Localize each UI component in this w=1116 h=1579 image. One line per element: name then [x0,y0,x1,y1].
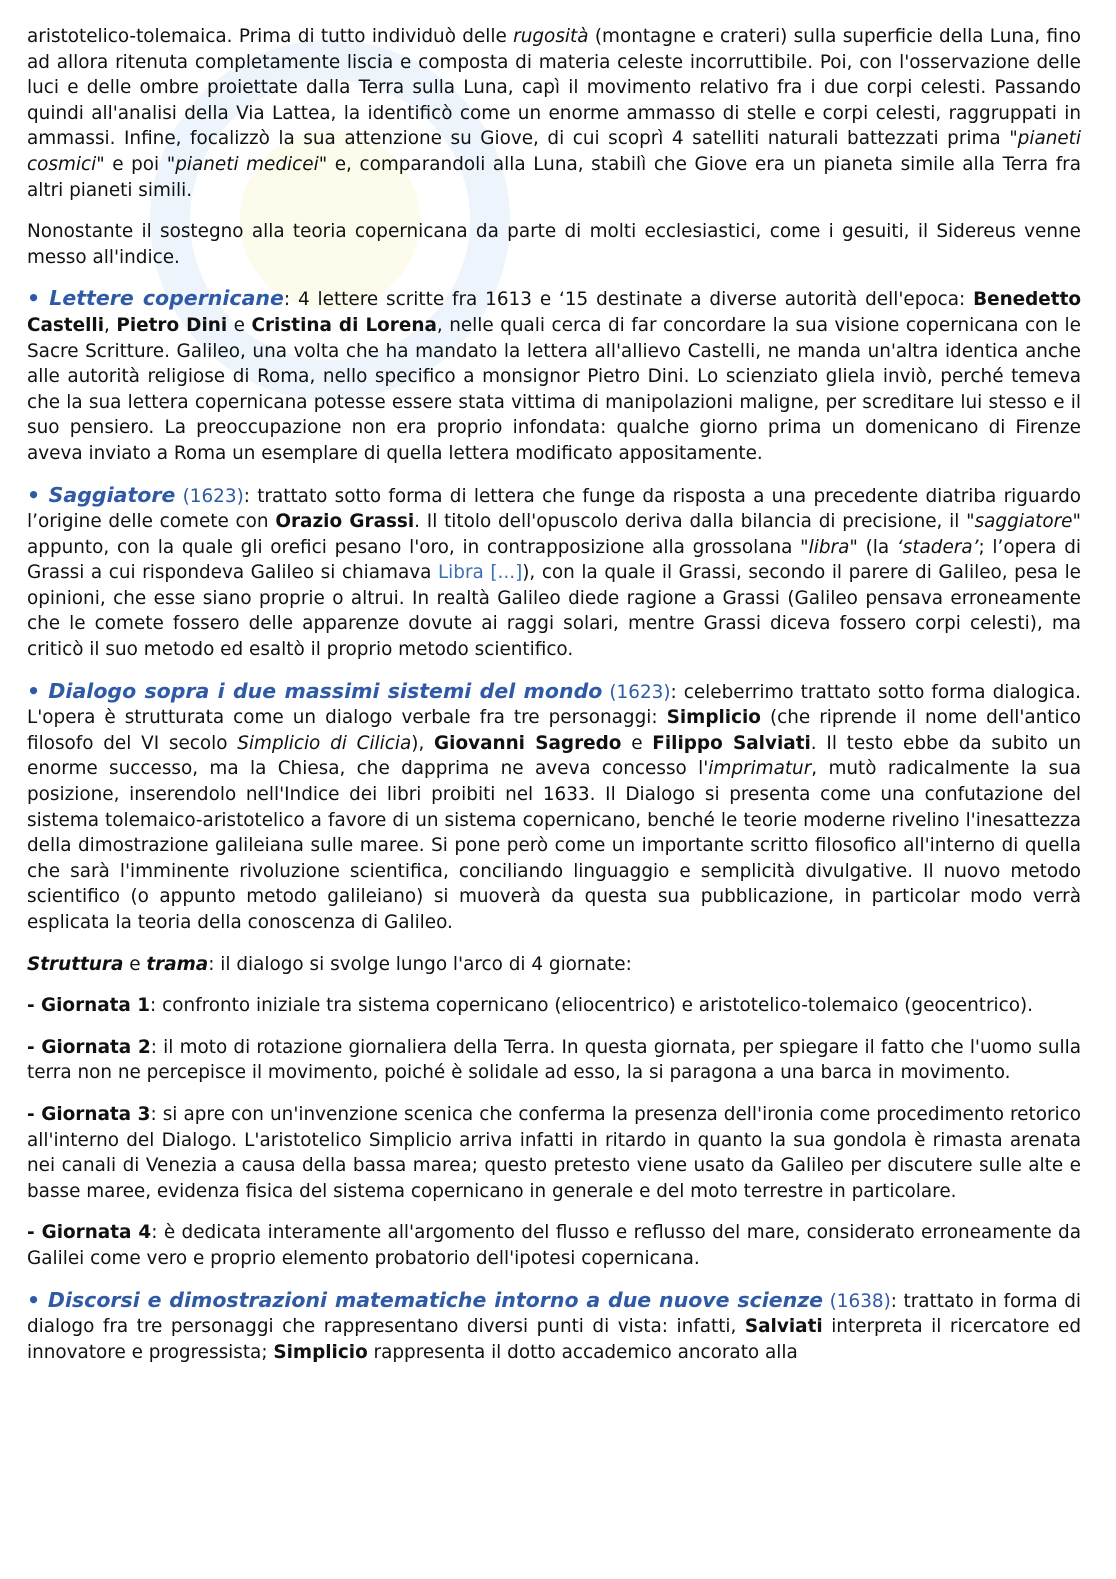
giornata-4: - Giornata 4: è dedicata interamente all'argomento del flusso e reflusso del mare, considerato erroneamente da Galilei come vero e proprio elemento probatorio dell'ipotesi copernicana. [27,1222,1081,1269]
heading-lettere-copernicane: • Lettere copernicane [27,286,284,311]
section-saggiatore: • Saggiatore (1623): trattato sotto forma di lettera che funge da risposta a una precedente diatriba riguardo l’origine delle comete con Orazio Grassi. Il titolo dell'opuscolo deriva dalla bilancia di precisione, il "saggiatore" appunto, con la quale gli orefici pesano l'oro, in contrapposizione alla grossolana "libra" (la ‘stadera’; l’opera di Grassi a cui rispondeva Galileo si chiamava Libra [...]), con la quale il Grassi, secondo il parere di Galileo, pesa le opinioni, che esse siano proprie o altrui. In realtà Galileo diede ragione a Grassi (Galileo pensava erroneamente che le comete fossero delle apparenze dovute ai raggi solari, mentre Grassi diceva fossero corpi celesti), ma criticò il suo metodo ed esaltò il proprio metodo scientifico. [27,482,1081,661]
giornata-1: - Giornata 1: confronto iniziale tra sistema copernicano (eliocentrico) e aristotelico-tolemaico (geocentrico). [27,995,1034,1017]
section-dialogo: • Dialogo sopra i due massimi sistemi del mondo (1623): celeberrimo trattato sotto forma dialogica. L'opera è strutturata come un dialogo verbale fra tre personaggi: Simplicio (che riprende il nome dell'antico filosofo del VI secolo Simplicio di Cilicia), Giovanni Sagredo e Filippo Salviati. Il testo ebbe da subito un enorme successo, ma la Chiesa, che dapprima ne aveva concesso l'imprimatur, mutò radicalmente la sua posizione, inserendolo nell'Indice dei libri proibiti nel 1633. Il Dialogo si presenta come una confutazione del sistema tolemaico-aristotelico a favore di un sistema copernicano, benché le teorie moderne rivelino l'inesattezza della dimostrazione galileiana sulle maree. Si pone però come un importante scritto filosofico all'interno di quella che sarà l'imminente rivoluzione scientifica, conciliando linguaggio e semplicità divulgative. Il nuovo metodo scientifico (o appunto metodo galileiano) si muoverà da questa sua pubblicazione, in particolar modo verrà esplicata la teoria della conoscenza di Galileo. [27,678,1081,933]
paragraph-indice: Nonostante il sostegno alla teoria copernicana da parte di molti ecclesiastici, come i gesuiti, il Sidereus venne messo all'indice. [27,221,1081,268]
giornata-3: - Giornata 3: si apre con un'invenzione scenica che conferma la presenza dell'ironia come procedimento retorico all'interno del Dialogo. L'aristotelico Simplicio arriva infatti in ritardo in quanto la sua gondola è rimasta arenata nei canali di Venezia a causa della bassa marea; questo pretesto viene usato da Galileo per discutere sulle alte e basse maree, evidenza fisica del sistema copernicano in generale e del moto terrestre in particolare. [27,1103,1081,1202]
heading-saggiatore: • Saggiatore [27,482,176,507]
section-discorsi: • Discorsi e dimostrazioni matematiche intorno a due nuove scienze (1638): trattato in forma di dialogo fra tre personaggi che rappresentano diversi punti di vista: infatti, Salviati interpreta il ricercatore ed innovatore e progressista; Simplicio rappresenta il dotto accademico ancorato alla [27,1287,1081,1363]
heading-dialogo: • Dialogo sopra i due massimi sistemi del mondo [27,678,603,703]
giornata-2: - Giornata 2: il moto di rotazione giornaliera della Terra. In questa giornata, per spiegare il fatto che l'uomo sulla terra non ne percepisce il movimento, poiché è solidale ad esso, la si paragona a una barca in movimento. [27,1036,1081,1084]
heading-discorsi: • Discorsi e dimostrazioni matematiche intorno a due nuove scienze [27,1287,824,1312]
paragraph-sidereus: aristotelico-tolemaica. Prima di tutto individuò delle rugosità (montagne e crateri) sulla superficie della Luna, fino ad allora ritenuta completamente liscia e composta di materia celeste incorruttibile. Poi, con l'osservazione delle luci e delle ombre proiettate dalla Terra sulla Luna, capì il movimento relativo fra i due corpi celesti. Passando quindi all'analisi della Via Lattea, la identificò come un enorme ammasso di stelle e corpi celesti, raggruppati in ammassi. Infine, focalizzò la sua attenzione su Giove, di cui scoprì 4 satelliti naturali battezzati prima "pianeti cosmici" e poi "pianeti medicei" e, comparandoli alla Luna, stabilì che Giove era un pianeta simile alla Terra fra altri pianeti simili. [27,26,1082,201]
section-lettere-copernicane: • Lettere copernicane: 4 lettere scritte fra 1613 e ‘15 destinate a diverse autorità dell'epoca: Benedetto Castelli, Pietro Dini e Cristina di Lorena, nelle quali cerca di far concordare la sua visione copernicana con le Sacre Scritture. Galileo, una volta che ha mandato la lettera all'allievo Castelli, ne manda un'altra identica anche alle autorità religiose di Roma, nello specifico a monsignor Pietro Dini. Lo scienziato gliela inviò, perché temeva che la sua lettera copernicana potesse essere stata vittima di manipolazioni maligne, per screditare lui stesso e il suo pensiero. La preoccupazione non era proprio infondata: qualche giorno prima un domenicano di Firenze aveva inviato a Roma un esemplare di quella lettera modificato appositamente. [27,286,1081,464]
paragraph-struttura: Struttura e trama: il dialogo si svolge lungo l'arco di 4 giornate: [27,953,632,975]
libra-link[interactable]: Libra [...] [437,562,523,584]
document-page [27,24,1081,1381]
